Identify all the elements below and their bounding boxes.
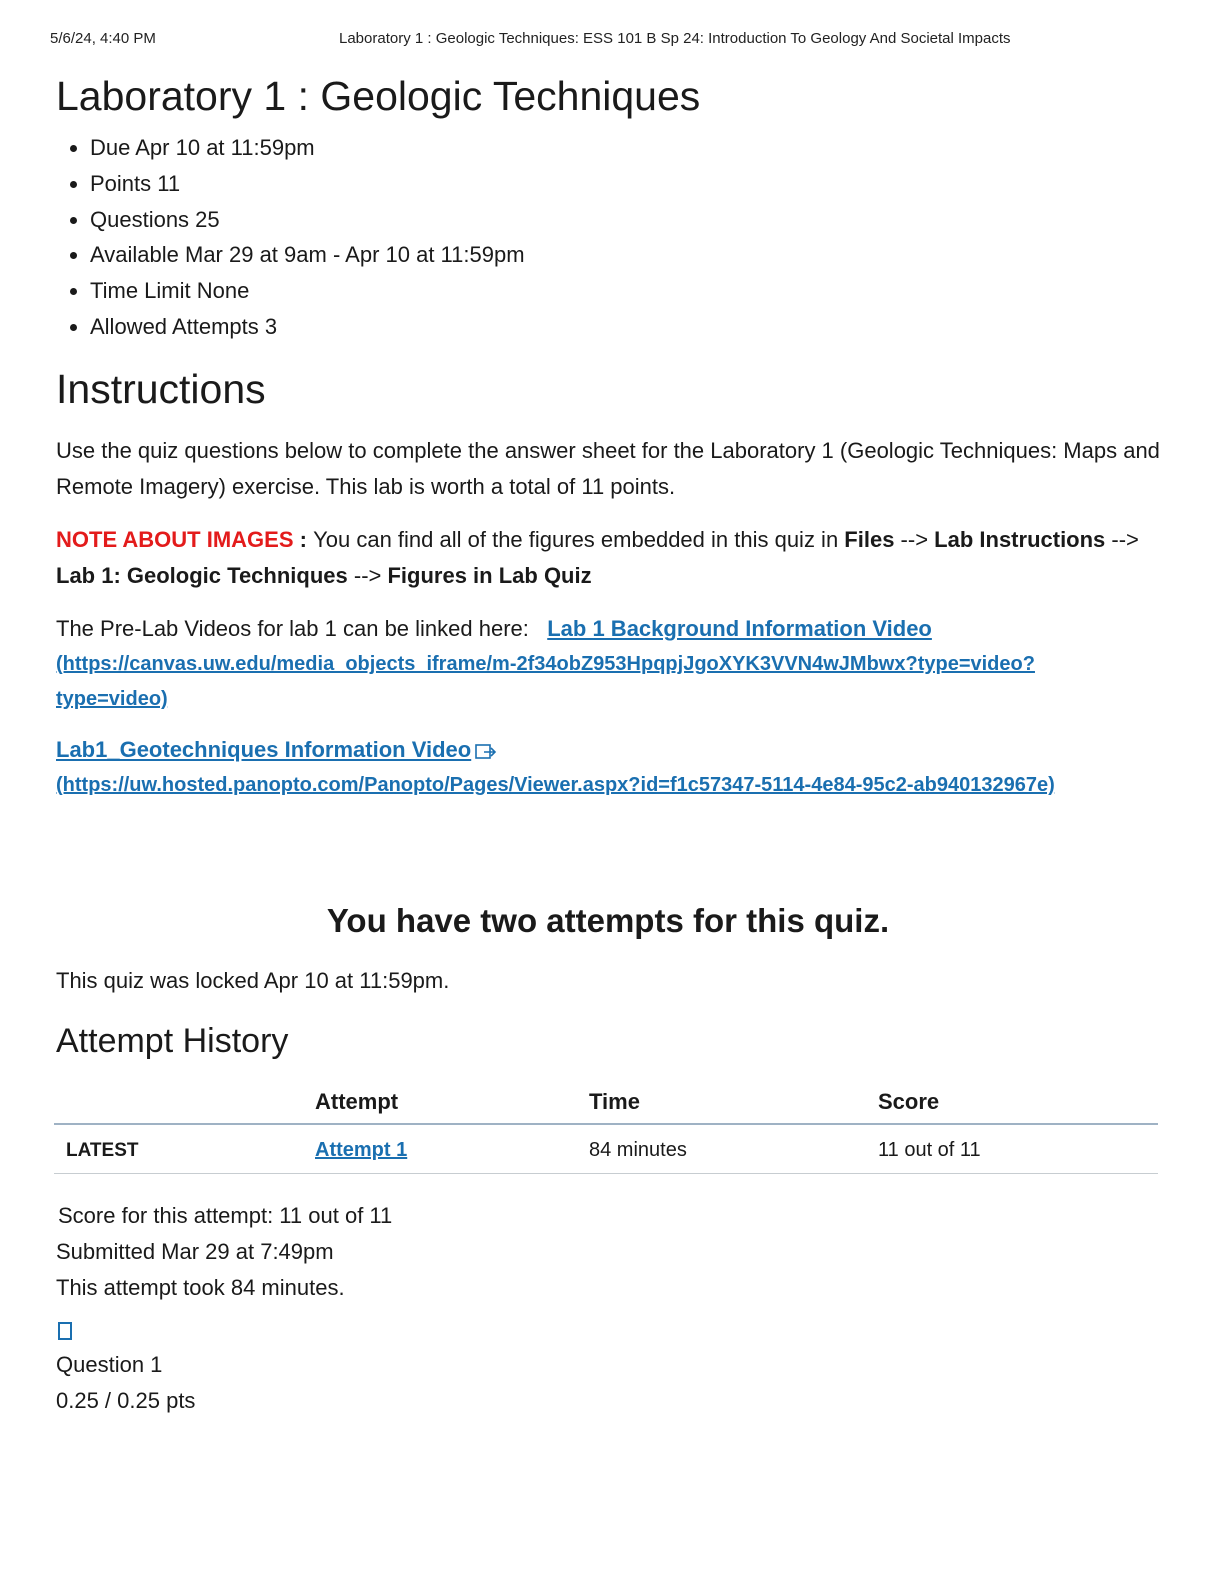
attempts-heading: You have two attempts for this quiz. — [326, 901, 890, 939]
geotechniques-video-url[interactable]: (https://uw.hosted.panopto.com/Panopto/Pages/Viewer.aspx?id=f1c57347-5114-4e84-95c2-ab940132967e) — [56, 773, 1055, 796]
attempt-history-table — [54, 1089, 1158, 1174]
url-line-1: (https://canvas.uw.edu/media_objects_iframe/m-2f34obZ953HpqpjJgoXYK3VVN4wJMbwx?type=video? — [56, 652, 1035, 675]
latest-label: LATEST — [66, 1140, 139, 1162]
question-1 — [56, 1347, 1160, 1419]
time-cell: 84 minutes — [589, 1124, 878, 1174]
detail-points: • Points 11 — [90, 166, 1160, 202]
note-about-images — [56, 522, 1160, 594]
locked-status: This quiz was locked Apr 10 at 11:59pm. — [56, 967, 450, 993]
column-header-label — [54, 1089, 315, 1124]
external-link-icon — [475, 742, 497, 760]
question-points: 0.25 / 0.25 pts — [56, 1387, 196, 1413]
note-colon: : — [293, 526, 314, 552]
attempt-score: Score for this attempt: 11 out of 11 — [58, 1202, 393, 1228]
column-header-time: Time — [589, 1089, 878, 1124]
page-title: Laboratory 1 : Geologic Techniques — [56, 73, 701, 119]
prelab-paragraph — [56, 611, 1160, 717]
print-date: 5/6/24, 4:40 PM — [50, 30, 156, 47]
quiz-content — [56, 70, 1160, 1419]
lab1-background-video-url[interactable] — [56, 647, 1160, 717]
note-text: You can find all of the figures embedded in this quiz in — [313, 526, 845, 552]
note-label: NOTE ABOUT IMAGES — [56, 526, 294, 552]
note-arrow: --> — [347, 562, 388, 588]
note-arrow: --> — [894, 526, 935, 552]
score-cell: 11 out of 11 — [878, 1124, 1158, 1174]
detail-allowed-attempts: • Allowed Attempts 3 — [90, 309, 1160, 345]
prelab-text: The Pre-Lab Videos for lab 1 can be linked here: — [56, 615, 548, 641]
url-line-2: type=video) — [56, 687, 168, 710]
latest-label-cell — [54, 1124, 315, 1174]
note-files: Files — [844, 526, 895, 552]
attempt-history-heading: Attempt History — [56, 1021, 289, 1060]
flag-icon[interactable] — [58, 1322, 72, 1340]
table-header-row — [54, 1089, 1158, 1124]
note-figures: Figures in Lab Quiz — [387, 562, 592, 588]
attempt-summary — [56, 1198, 1160, 1306]
quiz-details-list — [56, 130, 1160, 345]
detail-available: • Available Mar 29 at 9am - Apr 10 at 11:59pm — [90, 237, 1160, 273]
lab1-background-video-link[interactable]: Lab 1 Background Information Video — [547, 615, 932, 641]
detail-questions: • Questions 25 — [90, 202, 1160, 238]
column-header-score: Score — [878, 1089, 1158, 1124]
note-lab1: Lab 1: Geologic Techniques — [56, 562, 348, 588]
geotechniques-paragraph — [56, 732, 1160, 803]
attempt-1-link[interactable]: Attempt 1 — [315, 1139, 408, 1162]
print-title: Laboratory 1 : Geologic Techniques: ESS 101 B Sp 24: Introduction To Geology And Societal Impacts — [339, 30, 1011, 47]
note-arrow: --> — [1105, 526, 1139, 552]
instructions-heading: Instructions — [56, 365, 266, 412]
table-row — [54, 1124, 1158, 1174]
geotechniques-video-link[interactable]: Lab1_Geotechniques Information Video — [56, 736, 472, 762]
detail-due: • Due Apr 10 at 11:59pm — [90, 130, 1160, 166]
instructions-intro: Use the quiz questions below to complete the answer sheet for the Laboratory 1 (Geologic Techniques: Maps and Remote Imagery) exercise. This lab is worth a total of 11 points. — [56, 437, 1160, 499]
attempt-duration: This attempt took 84 minutes. — [56, 1274, 345, 1300]
question-title: Question 1 — [56, 1351, 163, 1377]
attempt-cell — [315, 1124, 589, 1174]
attempt-submitted: Submitted Mar 29 at 7:49pm — [56, 1238, 334, 1264]
column-header-attempt: Attempt — [315, 1089, 589, 1124]
note-lab-instructions: Lab Instructions — [934, 526, 1106, 552]
detail-time-limit: • Time Limit None — [90, 273, 1160, 309]
